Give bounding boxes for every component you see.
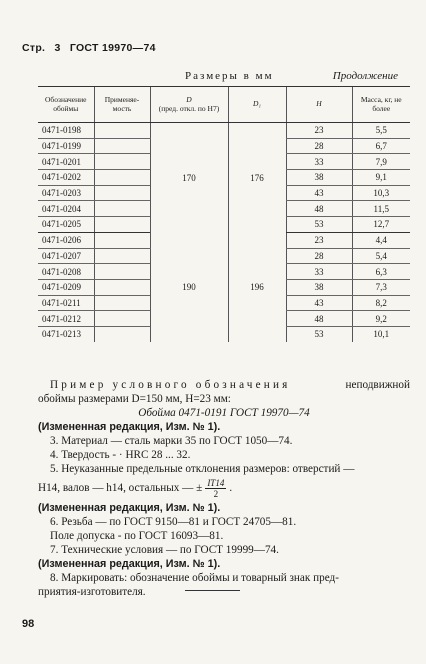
example-line-2: обоймы размерами D=150 мм, H=23 мм: <box>38 393 231 405</box>
cell-h: 43 <box>286 295 352 311</box>
cell-d1: 196 <box>228 232 286 341</box>
cell-designation: 0471-0207 <box>38 248 94 264</box>
clause-8: 8. Маркировать: обозначение обоймы и товарный знак пред- <box>50 572 339 584</box>
table-row <box>38 123 410 139</box>
cell-designation: 0471-0209 <box>38 279 94 295</box>
cell-mass: 10,1 <box>352 326 410 341</box>
clause-6-cont: Поле допуска - по ГОСТ 16093—81. <box>50 530 224 542</box>
cell-mass: 11,5 <box>352 201 410 217</box>
cell-mass: 9,1 <box>352 170 410 186</box>
clause-5: 5. Неуказанные предельные отклонения размеров: отверстий — <box>50 463 355 475</box>
fraction-denominator: 2 <box>213 489 219 499</box>
cell-d1: 176 <box>228 123 286 233</box>
cell-mass: 9,2 <box>352 311 410 327</box>
table-title: Размеры в мм <box>185 70 274 82</box>
cell-h: 33 <box>286 264 352 280</box>
page-number: 98 <box>22 618 35 630</box>
col-d1 <box>228 87 286 123</box>
cell-designation: 0471-0206 <box>38 232 94 248</box>
clause-3: 3. Материал — сталь марки 35 по ГОСТ 1050—74. <box>50 435 293 447</box>
cell-designation: 0471-0211 <box>38 295 94 311</box>
cell-designation: 0471-0212 <box>38 311 94 327</box>
cell-application <box>94 326 150 341</box>
example-heading: Пример условного обозначения <box>50 379 291 391</box>
cell-h: 53 <box>286 217 352 233</box>
dimensions-table <box>38 86 410 342</box>
cell-h: 33 <box>286 154 352 170</box>
col-application: Применяе-мость <box>94 87 150 123</box>
col-h <box>286 87 352 123</box>
cell-designation: 0471-0201 <box>38 154 94 170</box>
page-no: 3 <box>54 42 61 54</box>
cell-h: 23 <box>286 123 352 139</box>
cell-h: 28 <box>286 248 352 264</box>
clause-6: 6. Резьба — по ГОСТ 9150—81 и ГОСТ 24705—81. <box>50 516 297 528</box>
cell-designation: 0471-0198 <box>38 123 94 139</box>
clause-5-cont: H14, валов — h14, остальных — ± $\frac{IT14}{2}$ . <box>38 478 233 499</box>
continuation-label: Продолжение <box>332 70 398 82</box>
footer-rule <box>185 590 240 591</box>
cell-application <box>94 264 150 280</box>
cell-mass: 8,2 <box>352 295 410 311</box>
example-tail: неподвижной <box>345 379 410 391</box>
cell-application <box>94 170 150 186</box>
page-header <box>22 42 162 54</box>
cell-designation: 0471-0204 <box>38 201 94 217</box>
cell-application <box>94 217 150 233</box>
cell-application <box>94 138 150 154</box>
standard-id: ГОСТ 19970—74 <box>69 42 156 54</box>
col-d-note: (пред. откл. по H7) <box>158 103 220 113</box>
cell-h: 38 <box>286 279 352 295</box>
cell-application <box>94 201 150 217</box>
cell-mass: 10,3 <box>352 185 410 201</box>
cell-application <box>94 185 150 201</box>
table-row <box>38 232 410 248</box>
cell-application <box>94 123 150 139</box>
cell-designation: 0471-0199 <box>38 138 94 154</box>
cell-h: 23 <box>286 232 352 248</box>
change-note-1: (Измененная редакция, Изм. № 1). <box>38 421 221 433</box>
cell-h: 53 <box>286 326 352 341</box>
cell-d: 190 <box>150 232 228 341</box>
cell-h: 48 <box>286 311 352 327</box>
cell-mass: 6,3 <box>352 264 410 280</box>
fraction-numerator: IT14 <box>207 478 225 488</box>
clause-5-tolerances: H14, валов — h14, остальных — ± <box>38 482 203 495</box>
change-note-2: (Измененная редакция, Изм. № 1). <box>38 502 221 514</box>
body-text <box>38 378 410 599</box>
fraction <box>205 478 226 499</box>
col-mass: Масса, кг, не более <box>352 87 410 123</box>
cell-designation: 0471-0202 <box>38 170 94 186</box>
clause-7: 7. Технические условия — по ГОСТ 19999—74. <box>50 544 279 556</box>
col-d-symbol: D <box>186 94 192 104</box>
change-note-3: (Измененная редакция, Изм. № 1). <box>38 558 221 570</box>
clause-4: 4. Твердость - · HRC 28 ... 32. <box>50 449 191 461</box>
page-label: Стр. <box>22 42 46 54</box>
cell-application <box>94 279 150 295</box>
cell-designation: 0471-0213 <box>42 329 81 340</box>
cell-mass: 4,4 <box>352 232 410 248</box>
cell-mass: 5,4 <box>352 248 410 264</box>
cell-application <box>94 232 150 248</box>
clause-8-cont: приятия-изготовителя. <box>38 586 146 598</box>
cell-h: 28 <box>286 138 352 154</box>
cell-mass: 7,9 <box>352 154 410 170</box>
cell-designation: 0471-0203 <box>38 185 94 201</box>
cell-d: 170 <box>150 123 228 233</box>
cell-designation: 0471-0208 <box>38 264 94 280</box>
col-designation: Обозначение обоймы <box>38 87 94 123</box>
table-header-row <box>38 87 410 123</box>
cell-application <box>94 311 150 327</box>
cell-application <box>94 248 150 264</box>
cell-application <box>94 154 150 170</box>
cell-mass: 6,7 <box>352 138 410 154</box>
example-line-1 <box>38 378 410 392</box>
cell-designation: 0471-0205 <box>38 217 94 233</box>
cell-h: 38 <box>286 170 352 186</box>
cell-mass: 5,5 <box>352 123 410 139</box>
example-designation: Обойма 0471-0191 ГОСТ 19970—74 <box>138 407 310 419</box>
cell-mass: 7,3 <box>352 279 410 295</box>
col-d <box>150 87 228 123</box>
col-h-symbol: H <box>316 99 322 109</box>
cell-mass: 12,7 <box>352 217 410 233</box>
table-body <box>38 123 410 342</box>
cell-h: 43 <box>286 185 352 201</box>
cell-h: 48 <box>286 201 352 217</box>
col-d1-symbol: D₁ <box>252 99 262 109</box>
cell-application <box>94 295 150 311</box>
